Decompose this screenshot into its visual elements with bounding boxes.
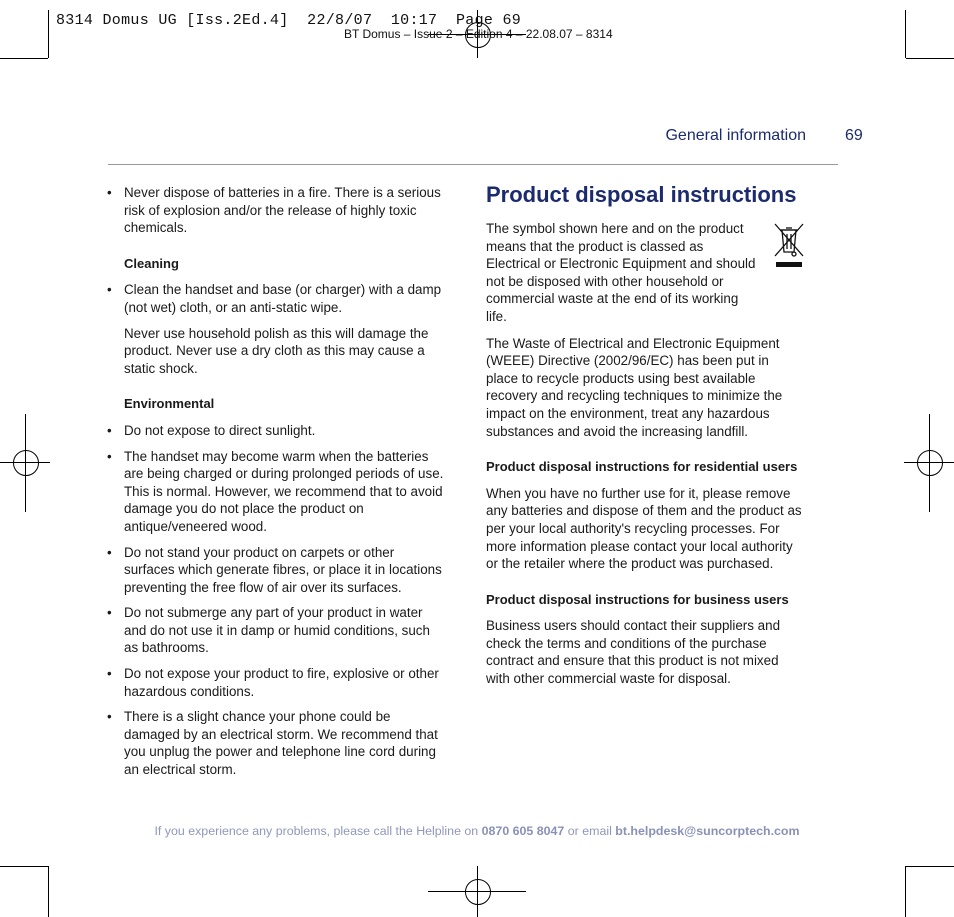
weee-block <box>486 220 802 326</box>
battery-list <box>106 184 446 237</box>
business-paragraph: Business users should contact their suppliers and check the terms and conditions of the purchase contract and ensure that this product is not mixed with other commercial waste for disposal. <box>486 618 781 687</box>
print-slug: 8314 Domus UG [Iss.2Ed.4] 22/8/07 10:17 Page 69 <box>56 12 522 29</box>
weee-paragraph: The symbol shown here and on the product means that the product is classed as Electrical or Electronic Equipment and should not be disposed with other household or commercial waste at the end of its working life. <box>486 221 756 324</box>
helpdesk-email: bt.helpdesk@suncorptech.com <box>615 824 800 838</box>
list-item: • Do not stand your product on carpets or other surfaces which generate fibres, or place it in locations preventing the free flow of air over its surfaces. <box>106 544 446 597</box>
environmental-heading: Environmental <box>124 396 215 412</box>
page-number: 69 <box>845 127 863 144</box>
list-item: • Do not expose to direct sunlight. <box>106 422 446 440</box>
list-item: • The handset may become warm when the batteries are being charged or during prolonged periods of use. This is normal. However, we recommend that to avoid damage you do not place the product on antique/veneered wood. <box>106 448 446 536</box>
residential-paragraph: When you have no further use for it, please remove any batteries and dispose of them and the product as per your local authority's recycling processes. For more information please contact your local authority or the retailer where the product was purchased. <box>486 485 802 572</box>
helpline-phone: 0870 605 8047 <box>481 824 565 838</box>
right-column <box>486 182 802 697</box>
list-item: • Do not expose your product to fire, explosive or other hazardous conditions. <box>106 665 446 700</box>
list-item: • Do not submerge any part of your product in water and do not use it in damp or humid conditions, such as bathrooms. <box>106 604 446 657</box>
print-slug-edition: BT Domus – Issue 2 – Edition 4 – 22.08.07 – 8314 <box>344 27 613 41</box>
section-title: Product disposal instructions <box>486 182 797 207</box>
crossed-out-wheelie-bin-icon <box>772 222 806 268</box>
weee-directive-paragraph: The Waste of Electrical and Electronic Equipment (WEEE) Directive (2002/96/EC) has been put in place to recycle products using best available recovery and recycling techniques to minimize the impact on the environment, treat any hazardous substances and avoid the increasing landfill. <box>486 335 783 439</box>
header-divider <box>108 164 838 165</box>
residential-heading: Product disposal instructions for residential users <box>486 459 798 475</box>
environmental-list <box>106 422 446 779</box>
list-item: • Clean the handset and base (or charger) with a damp (not wet) cloth, or an anti-static wipe. <box>106 281 446 316</box>
footer-text: or email <box>564 824 616 838</box>
cleaning-paragraph: Never use household polish as this will damage the product. Never use a dry cloth as this may cause a static shock. <box>124 325 429 376</box>
helpline-footer <box>0 824 954 838</box>
list-item: • There is a slight chance your phone could be damaged by an electrical storm. We recommend that you unplug the power and telephone line cord during an electrical storm. <box>106 708 446 778</box>
footer-text: If you experience any problems, please call the Helpline on <box>154 824 482 838</box>
cleaning-heading: Cleaning <box>124 255 179 271</box>
cleaning-list <box>106 281 446 316</box>
business-heading: Product disposal instructions for business users <box>486 591 789 607</box>
list-item: • Never dispose of batteries in a fire. There is a serious risk of explosion and/or the release of highly toxic chemicals. <box>106 184 446 237</box>
running-header-section: General information <box>665 127 806 144</box>
left-column <box>106 184 446 787</box>
